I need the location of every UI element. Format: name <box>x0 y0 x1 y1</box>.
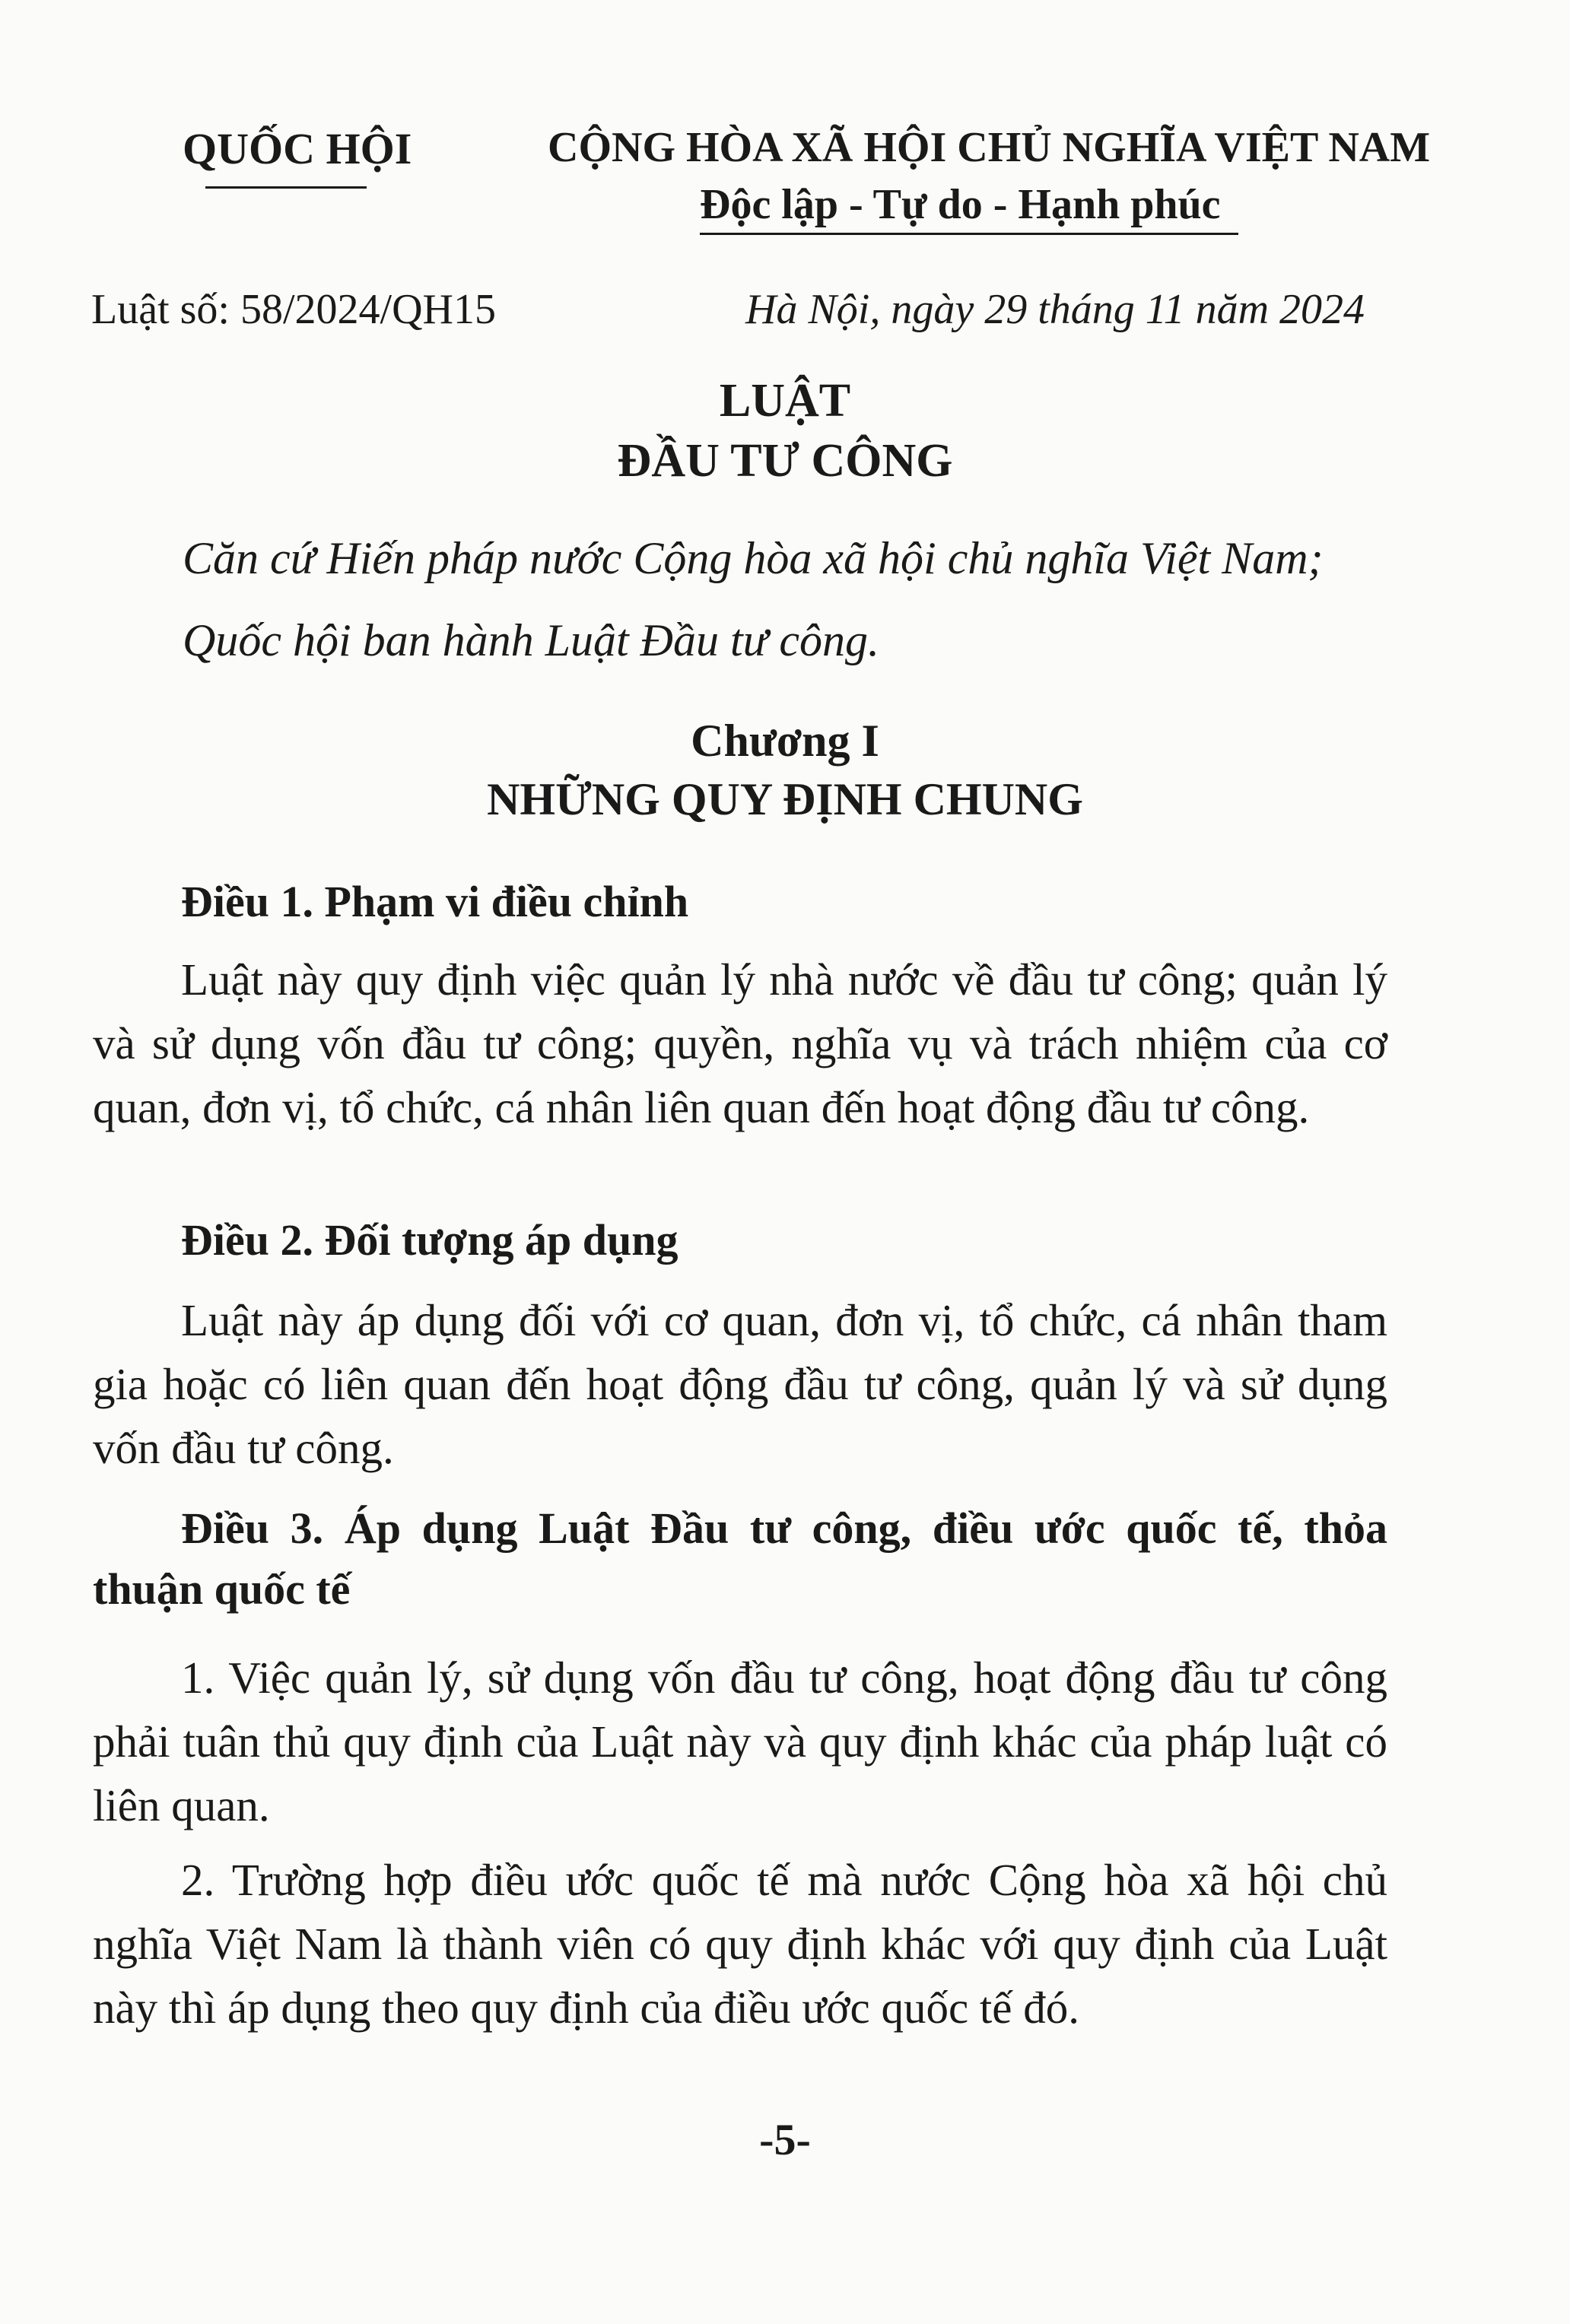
national-title: CỘNG HÒA XÃ HỘI CHỦ NGHĨA VIỆT NAM <box>548 124 1431 171</box>
article-paragraph: Luật này áp dụng đối với cơ quan, đơn vị, tổ chức, cá nhân tham gia hoặc có liên quan đến hoạt động đầu tư công, quản lý và sử dụng vốn đầu tư công. <box>93 1295 1387 1473</box>
article-heading: Điều 1. Phạm vi điều chỉnh <box>181 877 689 926</box>
place-and-date: Hà Nội, ngày 29 tháng 11 năm 2024 <box>745 286 1365 333</box>
motto-underline <box>700 233 1238 235</box>
issuing-body: QUỐC HỘI <box>183 124 412 173</box>
page-number: -5- <box>759 2115 811 2164</box>
preamble-line: Quốc hội ban hành Luật Đầu tư công. <box>183 615 880 665</box>
document-type: LUẬT <box>719 375 851 427</box>
article-heading: Điều 3. Áp dụng Luật Đầu tư công, điều ước quốc tế, thỏa thuận quốc tế <box>93 1503 1387 1614</box>
chapter-number: Chương I <box>691 716 879 766</box>
article-heading: Điều 2. Đối tượng áp dụng <box>181 1215 679 1265</box>
national-motto: Độc lập - Tự do - Hạnh phúc <box>700 181 1221 228</box>
chapter-name: NHỮNG QUY ĐỊNH CHUNG <box>487 774 1083 824</box>
article-paragraph: 1. Việc quản lý, sử dụng vốn đầu tư công, hoạt động đầu tư công phải tuân thủ quy định của Luật này và quy định khác của pháp luật có liên quan. <box>93 1653 1387 1830</box>
article-paragraph: Luật này quy định việc quản lý nhà nước về đầu tư công; quản lý và sử dụng vốn đầu tư công; quyền, nghĩa vụ và trách nhiệm của cơ quan, đơn vị, tổ chức, cá nhân liên quan đến hoạt động đầu tư công. <box>93 954 1387 1132</box>
document-title: ĐẦU TƯ CÔNG <box>617 435 953 487</box>
issuing-body-underline <box>205 186 367 189</box>
law-number: Luật số: 58/2024/QH15 <box>91 286 496 333</box>
preamble-line: Căn cứ Hiến pháp nước Cộng hòa xã hội chủ nghĩa Việt Nam; <box>183 533 1324 583</box>
article-paragraph: 2. Trường hợp điều ước quốc tế mà nước Cộng hòa xã hội chủ nghĩa Việt Nam là thành viên có quy định khác với quy định của Luật này thì áp dụng theo quy định của điều ước quốc tế đó. <box>93 1855 1387 2033</box>
